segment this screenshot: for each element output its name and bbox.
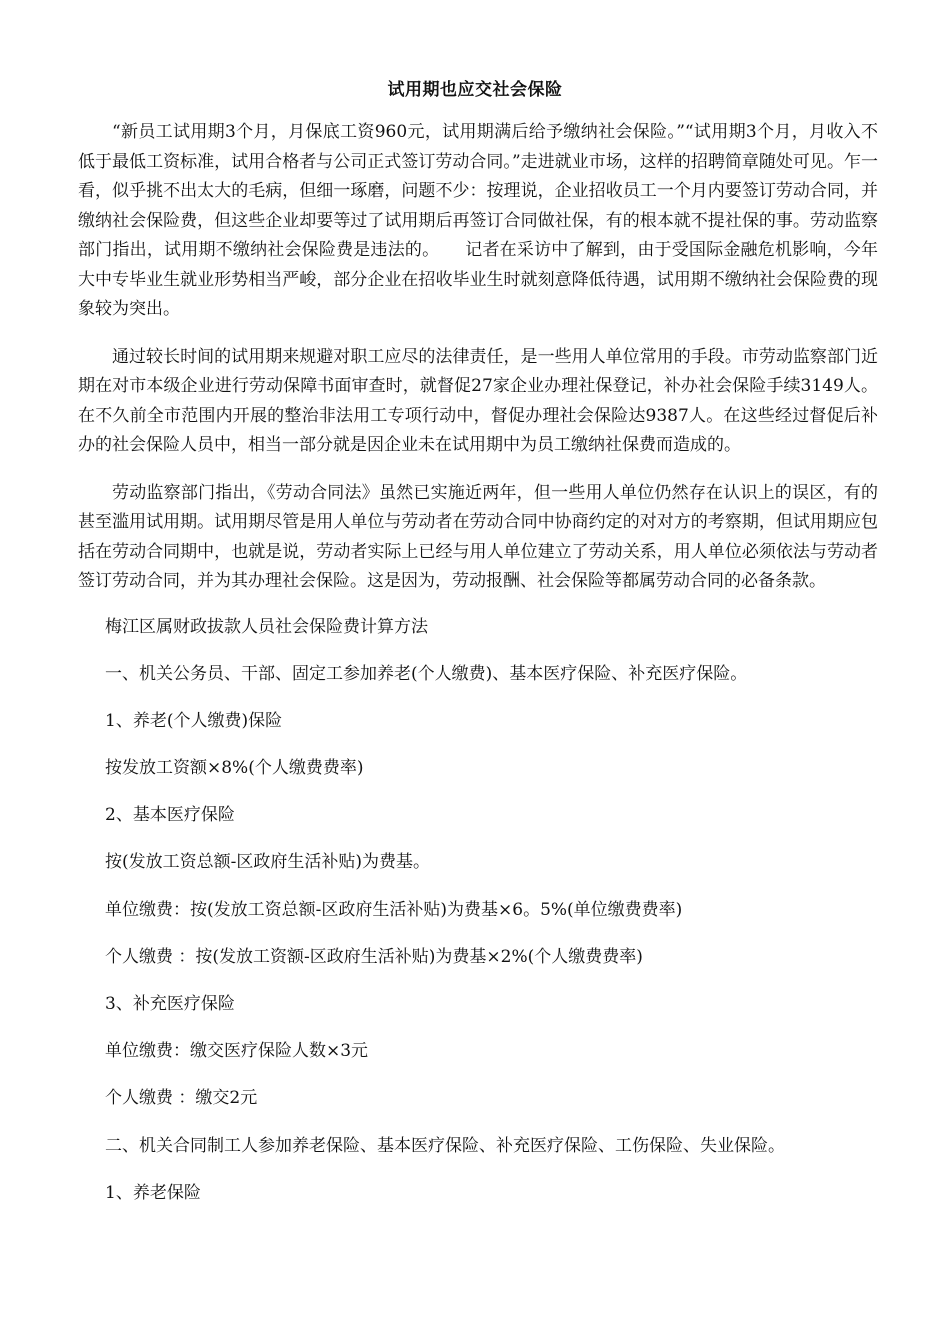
section-item: 二、机关合同制工人参加养老保险、基本医疗保险、补充医疗保险、工伤保险、失业保险。 — [105, 1135, 785, 1156]
document-body — [78, 118, 878, 1228]
section-item: 按发放工资额×8%(个人缴费费率) — [105, 758, 364, 779]
section-item: 按(发放工资总额-区政府生活补贴)为费基。 — [105, 852, 431, 873]
section-item: 2、基本医疗保险 — [105, 805, 235, 826]
document-title: 试用期也应交社会保险 — [387, 80, 563, 100]
section-item: 个人缴费 ：缴交2元 — [105, 1088, 258, 1109]
section-item: 个人缴费 ：按(发放工资额-区政府生活补贴)为费基×2%(个人缴费费率) — [105, 946, 643, 967]
paragraph-1: “新员工试用期3个月，月保底工资960元，试用期满后给予缴纳社会保险。”“试用期3个月，月收入不低于最低工资标准，试用合格者与公司正式签订劳动合同。”走进就业市场，这样的招聘简章随处可见。乍一看，似乎挑不出太大的毛病，但细一琢磨，问题不少：按理说，企业招收员工一个月内要签订劳动合同，并缴纳社会保险费，但这些企业却要等过了试用期后再签订合同做社保，有的根本就不提社保的事。劳动监察部门指出，试用期不缴纳社会保险费是违法的。 记者在采访中了解到，由于受国际金融危机影响，今年大中专毕业生就业形势相当严峻，部分企业在招收毕业生时就刻意降低待遇，试用期不缴纳社会保险费的现象较为突出。 — [78, 122, 878, 319]
section-item: 1、养老(个人缴费)保险 — [105, 710, 283, 731]
section-item: 1、养老保险 — [105, 1182, 201, 1203]
section-item: 一、机关公务员、干部、固定工参加养老(个人缴费)、基本医疗保险、补充医疗保险。 — [105, 663, 748, 684]
paragraph-2: 通过较长时间的试用期来规避对职工应尽的法律责任，是一些用人单位常用的手段。市劳动监察部门近期在对市本级企业进行劳动保障书面审查时，就督促27家企业办理社保登记，补办社会保险手续3149人。在不久前全市范围内开展的整治非法用工专项行动中，督促办理社会保险达9387人。在这些经过督促后补办的社会保险人员中，相当一部分就是因企业未在试用期中为员工缴纳社保费而造成的。 — [78, 346, 878, 455]
section-item: 3、补充医疗保险 — [105, 994, 235, 1014]
section-heading: 梅江区属财政拔款人员社会保险费计算方法 — [105, 616, 428, 637]
section-item: 单位缴费：按(发放工资总额-区政府生活补贴)为费基×6。5%(单位缴费费率) — [105, 899, 683, 920]
section-item: 单位缴费：缴交医疗保险人数×3元 — [105, 1041, 369, 1062]
paragraph-3: 劳动监察部门指出，《劳动合同法》虽然已实施近两年，但一些用人单位仍然存在认识上的误区，有的甚至滥用试用期。试用期尽管是用人单位与劳动者在劳动合同中协商约定的对对方的考察期，但试用期应包括在劳动合同期中，也就是说，劳动者实际上已经与用人单位建立了劳动关系，用人单位必须依法与劳动者签订劳动合同，并为其办理社会保险。这是因为，劳动报酬、社会保险等都属劳动合同的必备条款。 — [78, 482, 878, 591]
